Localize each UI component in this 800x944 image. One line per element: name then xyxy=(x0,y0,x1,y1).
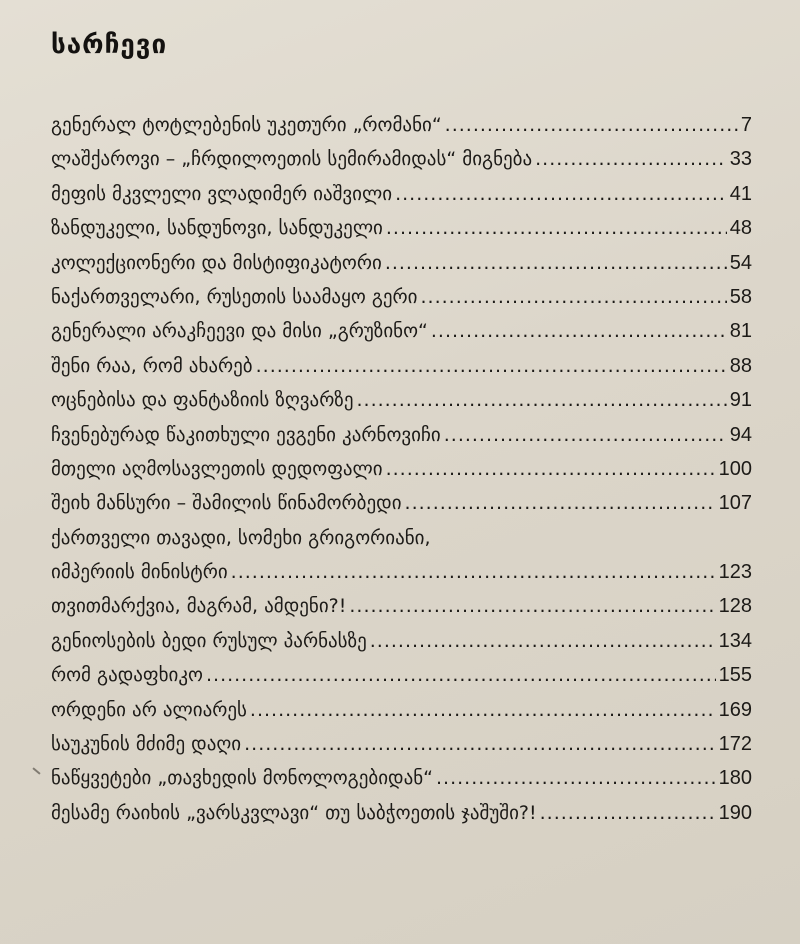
toc-entry xyxy=(51,761,752,795)
dot-leader xyxy=(386,211,727,245)
pencil-mark xyxy=(32,767,40,774)
toc-entry-title: მესამე რაიხის „ვარსკვლავი“ თუ საბჭოეთის ჯაშუში?! xyxy=(51,801,537,824)
dot-leader xyxy=(356,383,726,417)
toc-entry xyxy=(51,314,752,348)
dot-leader xyxy=(436,761,716,795)
toc-entry-title: გენიოსების ბედი რუსულ პარნასზე xyxy=(51,629,367,652)
toc-entry-title: გენერალი არაკჩეევი და მისი „გრუზინო“ xyxy=(51,320,428,343)
toc-entry xyxy=(51,142,752,176)
dot-leader xyxy=(244,727,716,761)
toc-entry-page: 169 xyxy=(718,698,752,721)
toc-entry-page: 54 xyxy=(729,251,752,274)
dot-leader xyxy=(405,486,716,520)
toc-entry-page: 41 xyxy=(729,182,752,205)
dot-leader xyxy=(386,452,716,486)
toc-entry xyxy=(51,521,752,555)
dot-leader xyxy=(231,555,716,589)
dot-leader xyxy=(206,658,716,692)
toc-entry xyxy=(51,280,752,314)
toc-entry xyxy=(51,108,752,142)
toc-entry-title: ჩვენებურად წაკითხული ევგენი კარნოვიჩი xyxy=(51,423,441,446)
toc-entry-page: 91 xyxy=(729,389,752,412)
dot-leader xyxy=(431,314,727,348)
toc-entry-page: 7 xyxy=(740,114,752,136)
toc-entry xyxy=(51,624,752,658)
toc-entry-page: 155 xyxy=(718,664,752,687)
toc-entry-title: რომ გადაფხიკო xyxy=(51,664,203,687)
toc-entry-title: მთელი აღმოსავლეთის დედოფალი xyxy=(51,457,383,480)
toc-entry-page: 123 xyxy=(718,561,752,584)
toc-entry-title: მეფის მკვლელი ვლადიმერ იაშვილი xyxy=(51,182,393,205)
toc-entry-title: ზანდუკელი, სანდუნოვი, სანდუკელი xyxy=(51,217,383,240)
toc-entry xyxy=(51,658,752,692)
toc-entry-page: 81 xyxy=(729,320,752,343)
toc-entry xyxy=(51,211,752,245)
toc-entry xyxy=(51,246,752,280)
toc-entry-title: შენი რაა, რომ ახარებ xyxy=(51,354,253,377)
toc-entry-page: 107 xyxy=(718,492,752,515)
toc-entry-title: იმპერიის მინისტრი xyxy=(51,561,228,584)
toc-entry xyxy=(51,589,752,623)
toc-entry xyxy=(51,555,752,589)
dot-leader xyxy=(385,246,727,280)
dot-leader xyxy=(445,108,738,142)
toc-entry-title: გენერალ ტოტლებენის უკეთური „რომანი“ xyxy=(51,114,442,136)
dot-leader xyxy=(395,177,727,211)
dot-leader xyxy=(540,796,716,830)
toc-entry-page: 33 xyxy=(729,148,752,171)
toc-entry-page: 58 xyxy=(729,285,752,308)
dot-leader xyxy=(256,349,727,383)
toc-entry xyxy=(51,177,752,211)
toc-entry xyxy=(51,383,752,417)
toc-entry-title: ოცნებისა და ფანტაზიის ზღვარზე xyxy=(51,389,354,412)
page-title: სარჩევი xyxy=(51,30,168,60)
toc-entry xyxy=(51,349,752,383)
toc-entry xyxy=(51,486,752,520)
toc-entry-page: 128 xyxy=(718,595,752,618)
toc-entry-title: თვითმარქვია, მაგრამ, ამდენი?! xyxy=(51,595,347,618)
toc-entry-page: 94 xyxy=(729,423,752,446)
dot-leader xyxy=(370,624,716,658)
dot-leader xyxy=(421,280,727,314)
toc-entry-page: 180 xyxy=(718,767,752,790)
toc-entry-title: ქართველი თავადი, სომეხი გრიგორიანი, xyxy=(51,526,431,549)
toc-entry-page: 134 xyxy=(718,629,752,652)
toc-entry-title: ლაშქაროვი – „ჩრდილოეთის სემირამიდას“ მიგნება xyxy=(51,148,533,171)
toc-entry-page: 100 xyxy=(718,457,752,480)
toc-entry xyxy=(51,693,752,727)
toc-entry-page: 190 xyxy=(718,801,752,824)
dot-leader xyxy=(349,589,715,623)
toc-entry-page: 88 xyxy=(729,354,752,377)
toc-entry-title: ნაქართველარი, რუსეთის საამაყო გერი xyxy=(51,285,418,308)
toc-entry-title: შეიხ მანსური – შამილის წინამორბედი xyxy=(51,492,402,515)
toc-entry xyxy=(51,418,752,452)
dot-leader xyxy=(250,693,716,727)
dot-leader xyxy=(535,142,727,176)
toc-entry-page: 172 xyxy=(718,733,752,756)
toc-entry-page: 48 xyxy=(729,217,752,240)
toc-entry xyxy=(51,452,752,486)
table-of-contents xyxy=(51,108,752,830)
toc-entry-title: ნაწყვეტები „თავხედის მონოლოგებიდან“ xyxy=(51,767,433,790)
toc-entry-title: საუკუნის მძიმე დაღი xyxy=(51,733,242,756)
toc-entry xyxy=(51,727,752,761)
dot-leader xyxy=(444,418,727,452)
toc-entry-title: კოლექციონერი და მისტიფიკატორი xyxy=(51,251,382,274)
toc-entry xyxy=(51,796,752,830)
toc-entry-title: ორდენი არ ალიარეს xyxy=(51,698,247,721)
